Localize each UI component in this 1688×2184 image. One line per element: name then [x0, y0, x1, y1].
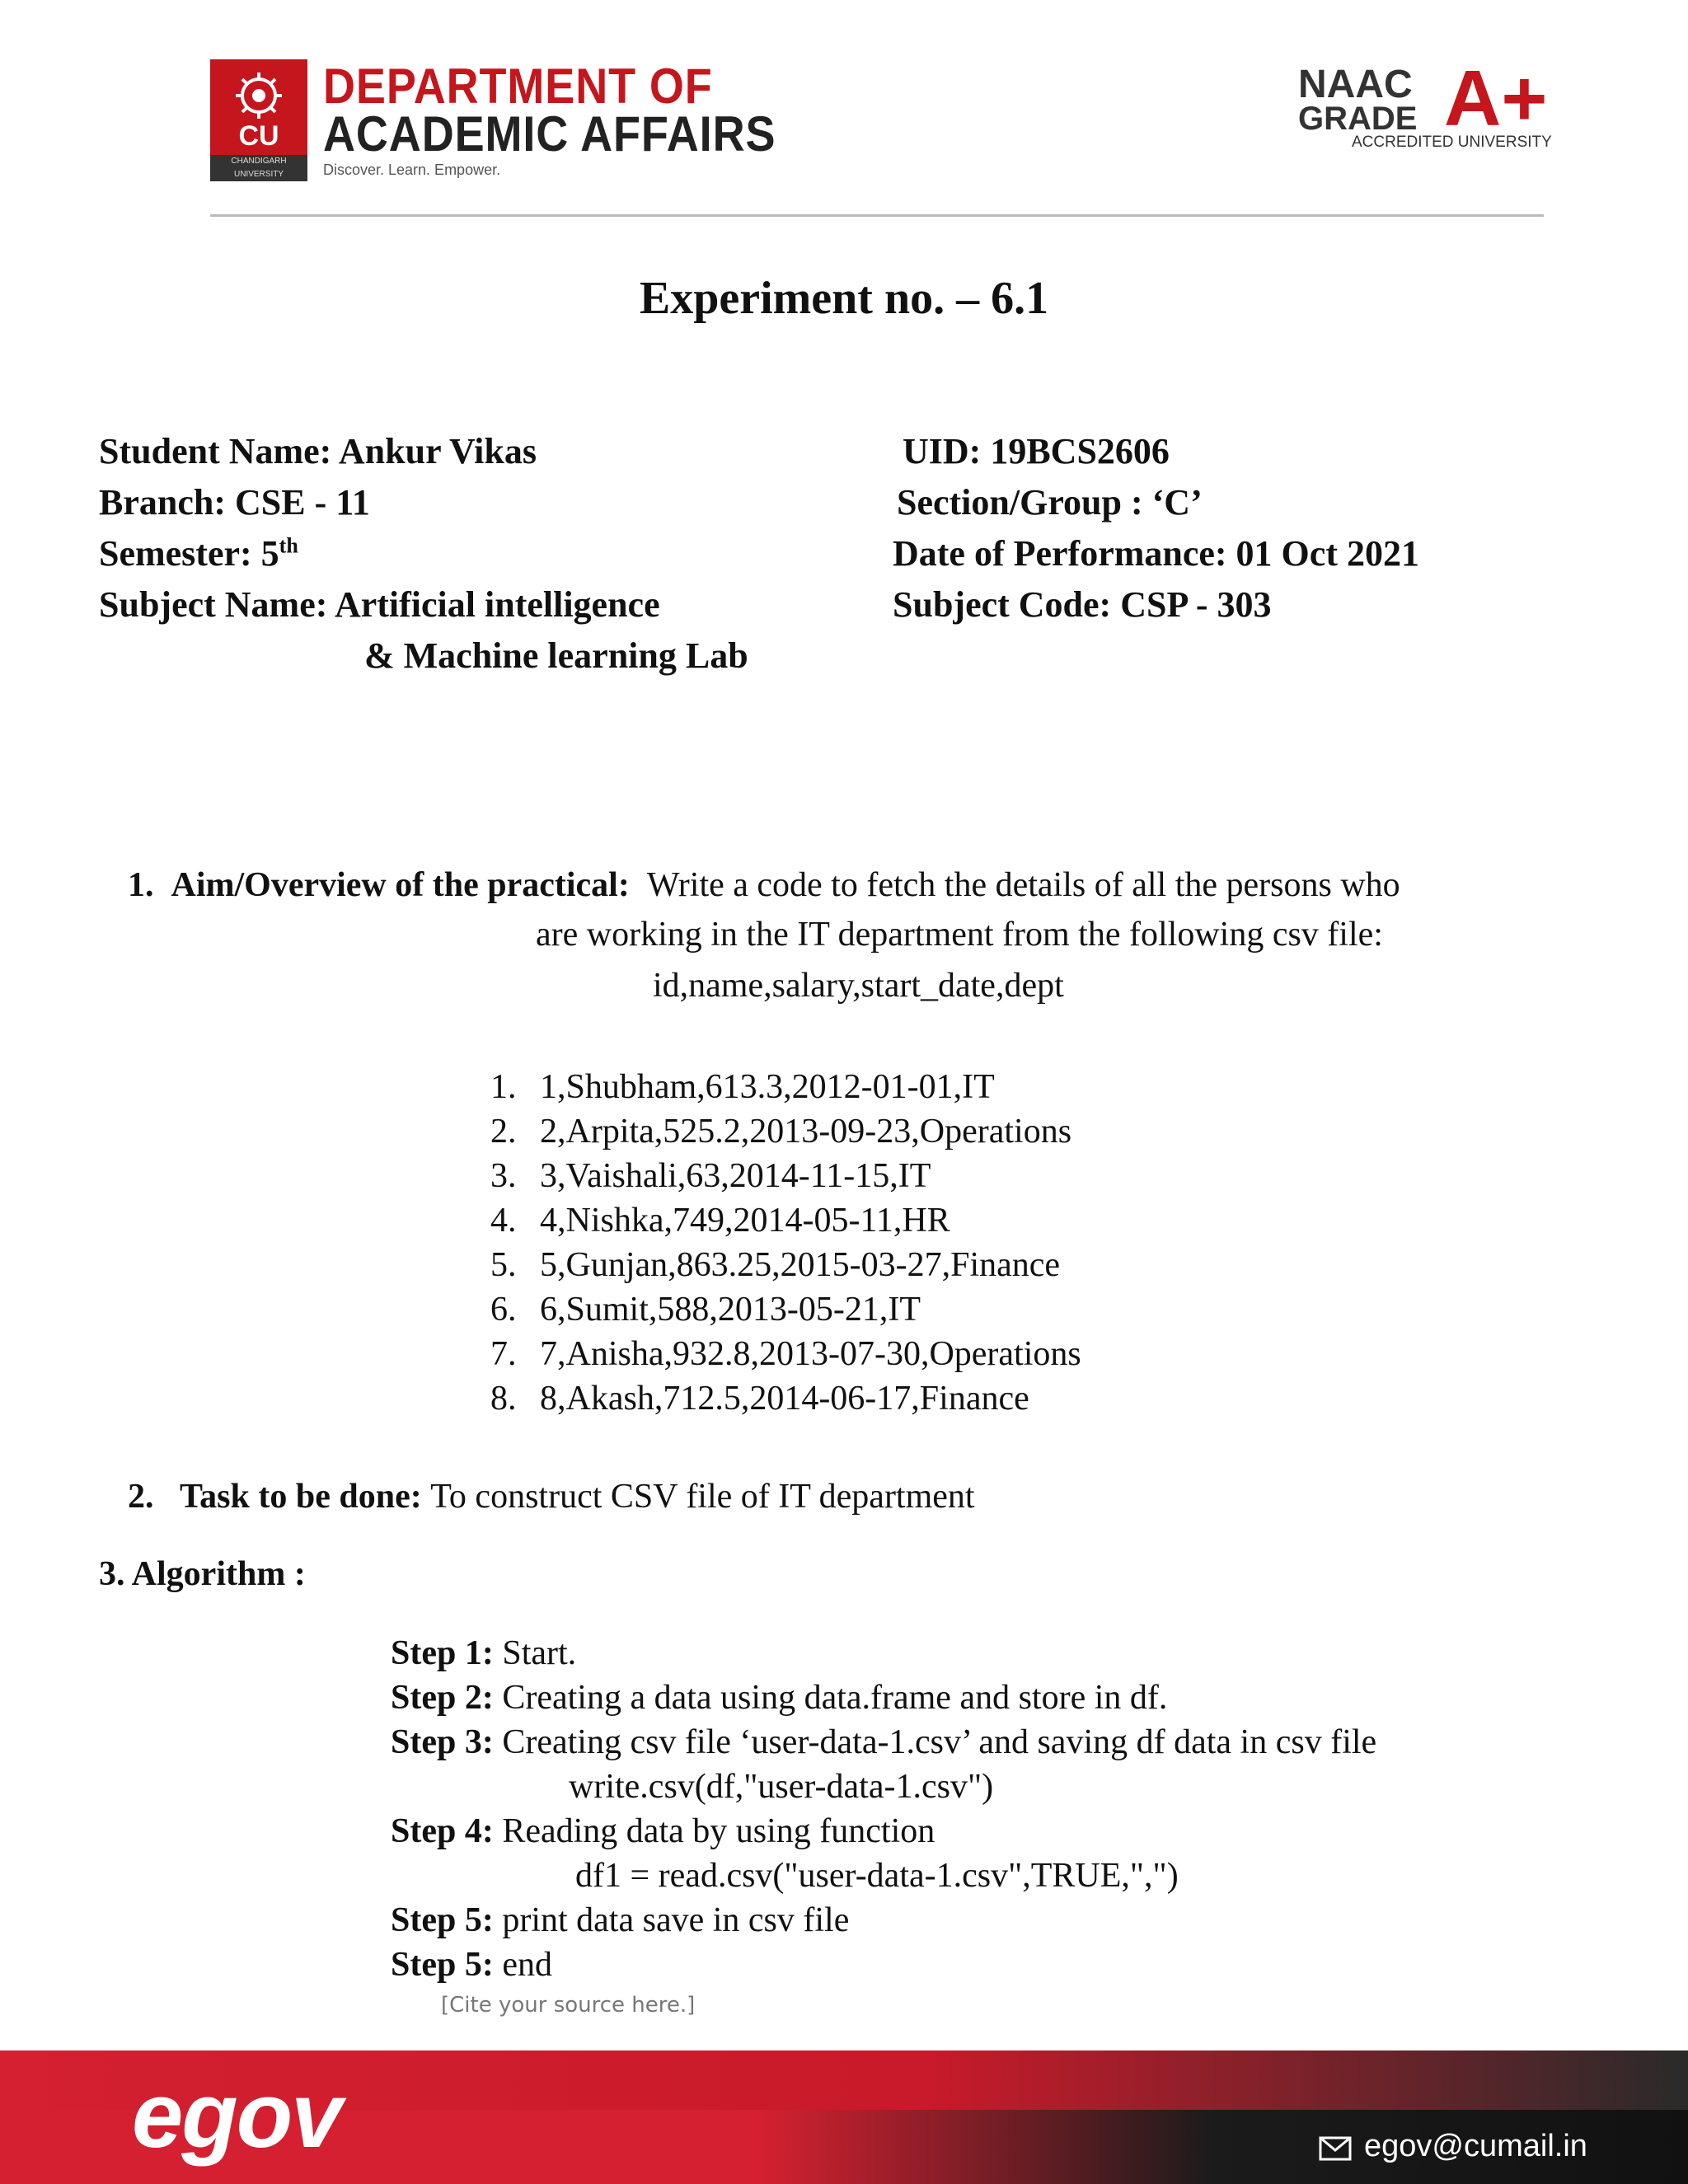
list-item: 3. 3,Vaishali,63,2014-11-15,IT: [490, 1157, 931, 1195]
list-item: 6. 6,Sumit,588,2013-05-21,IT: [490, 1291, 921, 1329]
task-label: Task to be done:: [180, 1478, 422, 1516]
department-title-line2: ACADEMIC AFFAIRS: [323, 106, 776, 162]
code-read: df1 = read.csv("user-data-1.csv",TRUE,","): [575, 1857, 1179, 1895]
task-line: [128, 1477, 975, 1516]
naac-label: NAAC: [1298, 63, 1413, 106]
grade-value: A+: [1444, 54, 1548, 143]
subject-name: Subject Name: Artificial intelligence: [99, 584, 660, 625]
aim-text1: Write a code to fetch the details of all the persons who: [646, 866, 1400, 904]
date-of-performance: Date of Performance: 01 Oct 2021: [893, 533, 1419, 574]
subject-name-continued: & Machine learning Lab: [364, 635, 748, 676]
semester-label: Semester: 5: [99, 533, 279, 574]
algorithm-step: Step 2: Creating a data using data.frame and store in df.: [391, 1679, 1168, 1717]
header-divider: [210, 214, 1544, 217]
mail-icon: [1319, 2136, 1352, 2161]
list-item: 5. 5,Gunjan,863.25,2015-03-27,Finance: [490, 1246, 1061, 1284]
grade-label: GRADE: [1298, 101, 1418, 137]
contact-email[interactable]: egov@cumail.in: [1364, 2129, 1587, 2163]
algorithm-step: Step 3: Creating csv file ‘user-data-1.csv’ and saving df data in csv file: [391, 1723, 1377, 1761]
department-title-line1: DEPARTMENT OF: [323, 59, 713, 114]
page-title: Experiment no. – 6.1: [639, 273, 1049, 324]
code-write: write.csv(df,"user-data-1.csv"): [569, 1768, 994, 1806]
subject-code: Subject Code: CSP - 303: [893, 584, 1272, 625]
emblem-icon: [227, 71, 291, 120]
branch: Branch: CSE - 11: [99, 482, 370, 523]
task-number: 2.: [128, 1478, 154, 1516]
csv-list: [490, 1065, 1081, 1421]
student-name: Student Name: Ankur Vikas: [99, 431, 537, 471]
csv-header-row: id,name,salary,start_date,dept: [653, 967, 1064, 1005]
semester-sup: th: [279, 533, 298, 558]
list-item: 1. 1,Shubham,613.3,2012-01-01,IT: [490, 1068, 995, 1106]
list-item: 2. 2,Arpita,525.2,2013-09-23,Operations: [490, 1113, 1072, 1151]
semester: [99, 532, 298, 574]
logo-cu-text: CU: [238, 120, 279, 152]
accredited-label: ACCREDITED UNIVERSITY: [1352, 134, 1552, 151]
uid: UID: 19BCS2606: [903, 431, 1170, 471]
section-group: Section/Group : ‘C’: [897, 482, 1203, 523]
logo-university-name: CHANDIGARH UNIVERSITY: [210, 155, 307, 181]
algorithm-step: Step 4: Reading data by using function: [391, 1812, 935, 1850]
aim-label: Aim/Overview of the practical:: [171, 866, 630, 904]
aim-number: 1.: [128, 866, 154, 904]
university-logo: [210, 59, 307, 181]
task-text: To construct CSV file of IT department: [430, 1478, 975, 1516]
algorithm-step: Step 1: Start.: [391, 1634, 577, 1672]
list-item: 8. 8,Akash,712.5,2014-06-17,Finance: [490, 1380, 1029, 1418]
list-item: 7. 7,Anisha,932.8,2013-07-30,Operations: [490, 1335, 1081, 1373]
algorithm-step: Step 5: end: [391, 1946, 552, 1984]
egov-logo: egov: [132, 2064, 341, 2167]
aim-text2: are working in the IT department from the following csv file:: [536, 916, 1383, 954]
list-item: 4. 4,Nishka,749,2014-05-11,HR: [490, 1202, 950, 1240]
cite-placeholder: [Cite your source here.]: [441, 1993, 696, 2018]
aim-line1: [128, 865, 1400, 905]
algorithm-heading: 3. Algorithm :: [99, 1555, 306, 1593]
tagline: Discover. Learn. Empower.: [323, 162, 501, 178]
algorithm-step: Step 5: print data save in csv file: [391, 1901, 850, 1939]
